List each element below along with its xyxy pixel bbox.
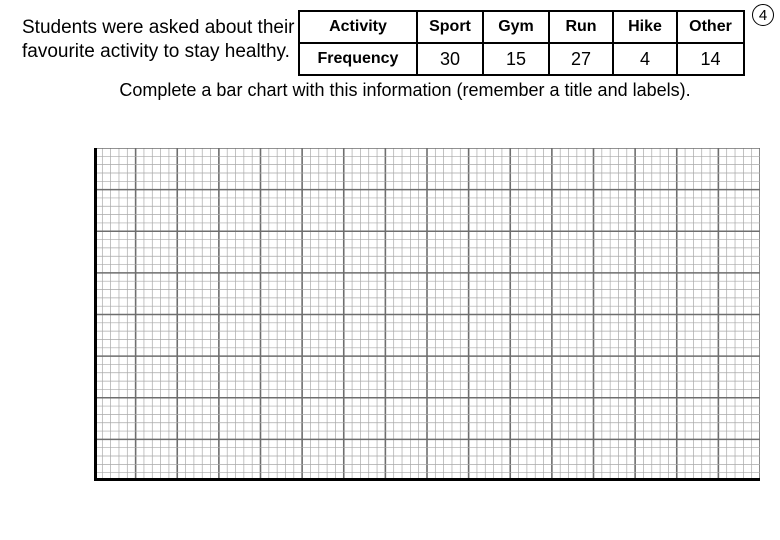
table-cell-frequency-sport: 30 xyxy=(417,43,483,75)
table-cell-activity-other: Other xyxy=(677,11,744,43)
table-row-activity xyxy=(299,11,744,43)
table-cell-activity-hike: Hike xyxy=(613,11,677,43)
table-row-frequency xyxy=(299,43,744,75)
table-cell-activity-sport: Sport xyxy=(417,11,483,43)
table-header-activity: Activity xyxy=(299,11,417,43)
frequency-table xyxy=(298,10,745,76)
table-cell-activity-gym: Gym xyxy=(483,11,549,43)
question-prompt-line-2: favourite activity to stay healthy. xyxy=(22,41,290,62)
question-prompt-line-1: Students were asked about their xyxy=(22,17,295,38)
table-cell-frequency-hike: 4 xyxy=(613,43,677,75)
instruction-text: Complete a bar chart with this information (remember a title and labels). xyxy=(119,80,691,100)
table-cell-frequency-other: 14 xyxy=(677,43,744,75)
table-cell-activity-run: Run xyxy=(549,11,613,43)
table-header-frequency: Frequency xyxy=(299,43,417,75)
question-number-badge: 4 xyxy=(752,4,774,26)
table-cell-frequency-gym: 15 xyxy=(483,43,549,75)
table-cell-frequency-run: 27 xyxy=(549,43,613,75)
question-prompt xyxy=(22,16,295,64)
grid-paper xyxy=(94,148,760,481)
